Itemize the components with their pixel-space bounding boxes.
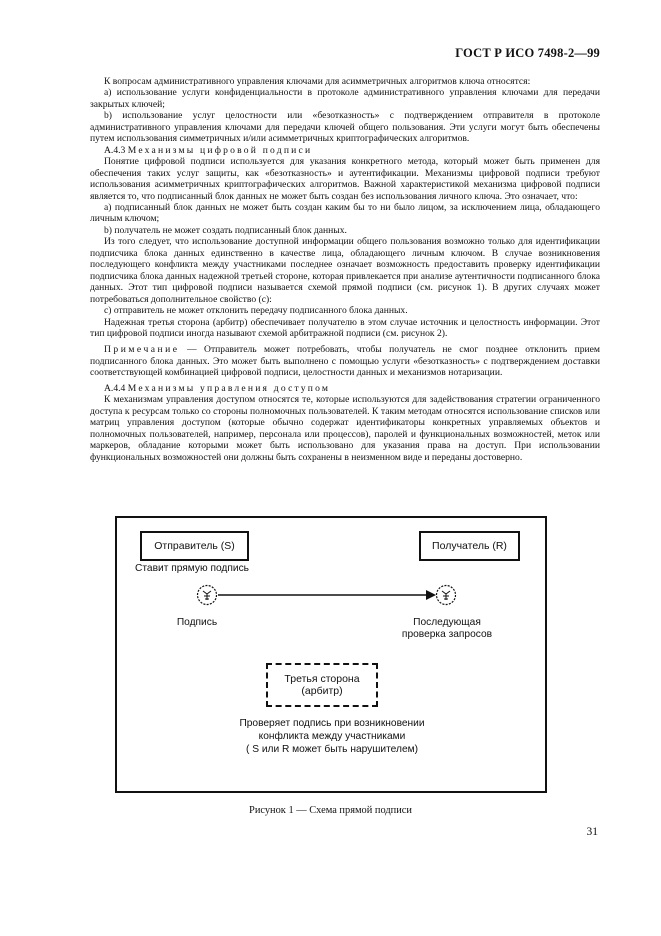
transfer-arrow-icon	[218, 588, 436, 602]
note-text: — Отправитель может потребовать, чтобы получатель не смог позднее отклонить прием подписанного блока данных. Это может быть выполнено с помощью услуги «безотказность» с подтверждением доставки соответствующей комбинацией цифровой подписи, целостности данных и механизмов нотаризации.	[90, 344, 600, 379]
section-number: А.4.4	[104, 382, 126, 394]
list-item: c) отправитель не может отклонить передачу подписанного блока данных.	[104, 305, 408, 317]
section-heading-a43	[90, 145, 600, 156]
conflict-line: конфликта между участниками	[258, 731, 406, 742]
signature-seal-icon	[196, 584, 218, 606]
note-label: Примечание	[104, 344, 180, 356]
document-body	[90, 76, 600, 463]
note	[90, 344, 600, 378]
section-title: Механизмы цифровой подписи	[127, 144, 313, 156]
receiver-box: Получатель (R)	[419, 531, 520, 561]
paragraph: Из того следует, что использование доступной информации общего пользования возможно только для идентификации подписчика блока данных единственно в качестве лица, обладающего личным ключом. В случае возникновения последующего конфликта между участниками последнее означает возможность предоставить проверку идентификации подписчика блока данных надежной третьей стороне, которая привлекается при анализе аутентичности подписанного блока данных. Этот тип цифровой подписи называется схемой прямой подписи (см. рисунок 1). В других случаях может потребоваться дополнительное свойство (с):	[90, 236, 600, 305]
section-title: Механизмы управления доступом	[127, 382, 331, 394]
list-item: b) получатель не может создать подписанный блок данных.	[104, 224, 347, 236]
paragraph: К механизмам управления доступом относятся те, которые используются для задействования стратегии ограниченного доступа к ресурсам только со стороны полномочных пользователей. К таким методам относятся использование списков или матриц управления доступом (которые обычно содержат идентификаторы конкретных управляемых объектов и полномочных пользователей, например, персонала или процессов), паролей и функциональных возможностей, меток или маркеров, обладание которыми может быть использовано для указания права на доступ. При использовании функциональных возможностей они должны быть сохранены в неизменном виде и переданы достоверно.	[90, 394, 600, 463]
list-item: a) подписанный блок данных не может быть создан каким бы то ни было лицом, за исключением лица, обладающего личным ключом;	[90, 201, 600, 225]
list-item: a) использование услуги конфиденциальности в протоколе административного управления ключами для передачи закрытых ключей;	[90, 87, 600, 110]
list-item: b) использование услуг целостности или «безотказность» с подтверждением отправителя в протоколе административного управления ключами для передачи ключей общего пользования. Эти услуги могут быть обеспечены путем использования симметричных и/или асимметричных криптографических алгоритмов.	[90, 110, 600, 145]
section-number: А.4.3	[104, 144, 126, 156]
sign-label: Подпись	[176, 617, 218, 628]
paragraph: Понятие цифровой подписи используется для указания конкретного метода, который может быть применен для обеспечения таких услуг защиты, как «безотказность» и аутентификации. Механизмы цифровой подписи требуют использования асимметричных криптографических алгоритмов. Важной характеристикой механизма цифровой подписи является то, что подписанный блок данных не может быть создан без использования личного ключа. Это означает, что:	[90, 156, 600, 202]
document-header: ГОСТ Р ИСО 7498-2—99	[455, 46, 600, 60]
verify-line: Последующая	[413, 617, 481, 628]
conflict-line: ( S или R может быть нарушителем)	[245, 744, 419, 755]
arbiter-line: (арбитр)	[301, 685, 343, 697]
figure-caption: Рисунок 1 — Схема прямой подписи	[249, 805, 412, 816]
arbiter-line: Третья сторона	[284, 673, 360, 685]
page-number: 31	[586, 826, 598, 838]
figure-direct-signature	[115, 516, 547, 793]
sign-direct-label: Ставит прямую подпись	[135, 563, 249, 574]
sender-box: Отправитель (S)	[140, 531, 249, 561]
conflict-line: Проверяет подпись при возникновении	[239, 718, 425, 729]
arbiter-box	[266, 663, 378, 707]
verify-label	[372, 617, 522, 641]
paragraph: Надежная третья сторона (арбитр) обеспечивает получателю в этом случае источник и целостность информации. Этот тип цифровой подписи иногда называют схемой арбитражной подписи (см. рисунок 2).	[90, 316, 600, 339]
section-heading-a44	[90, 383, 600, 394]
verify-line: проверка запросов	[401, 629, 493, 640]
paragraph: К вопросам административного управления ключами для асимметричных алгоритмов ключа относятся:	[104, 76, 531, 87]
signature-seal-icon	[435, 584, 457, 606]
conflict-verification-label	[207, 717, 457, 756]
